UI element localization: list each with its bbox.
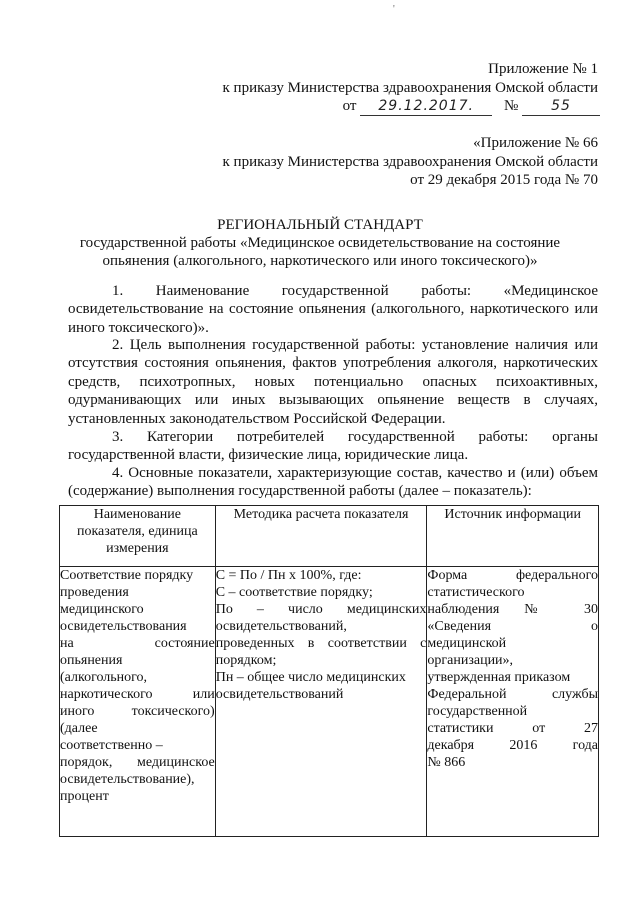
cell-line: статистики от 27 [427,721,598,736]
cell-line: По – число медицинских [215,602,427,617]
cell-line: утвержденная приказом [427,670,571,685]
appendix1-title: Приложение № 1 [488,61,598,77]
p2-line-1: 2. Цель выполнения государственной работы: установление наличия или [112,337,598,353]
handwritten-date: 29.12.2017. [360,97,492,116]
appendix1-date-line [343,97,600,116]
header-cell-line: показателя, единица [76,524,198,539]
cell-line: порядком; [215,653,277,668]
cell-line: на состояние [60,636,215,651]
header-cell-line: Наименование [93,507,181,522]
cell-line: статистического [427,585,525,600]
p3-line-2: государственной власти, физические лица, юридические лица. [68,447,469,464]
cell-line: освидетельствований [215,687,344,702]
cell-line: «Сведения о [427,619,598,634]
cell-calc-method [215,567,427,837]
p2-line-5: установленных законодательством Российской Федерации. [68,410,446,427]
standard-subtitle-2: опьянения (алкогольного, наркотического или иного токсического)» [102,253,538,269]
table-row [60,567,599,837]
p1-line-1: 1. Наименование государственной работы: «Медицинское [112,283,598,299]
p2-line-2: отсутствия состояния опьянения, фактов употребления алкоголя, наркотических [68,355,598,372]
cell-line: процент [60,789,109,804]
cell-line: Форма федерального [427,568,598,583]
header-calc-method [215,506,427,567]
cell-line: С – соответствие порядку; [215,585,373,600]
header-cell-line: Методика расчета показателя [233,507,409,522]
cell-line: наблюдения № 30 [427,602,598,617]
header-indicator-name [60,506,216,567]
cell-line: медицинской [427,636,507,651]
cell-line: освидетельствование), [60,772,195,787]
p2-line-4: одурманивающих или иных вызывающих опьянение веществ в случаях, [68,392,598,409]
appendix66-title: «Приложение № 66 [473,135,598,151]
indicators-table [59,505,599,837]
header-info-source [427,506,599,567]
appendix1-order-line: к приказу Министерства здравоохранения Омской области [222,80,598,96]
cell-line: проведенных в соответствии с [215,636,427,651]
cell-line: С = По / Пн х 100%, где: [215,568,362,583]
header-cell-line: измерения [106,541,169,556]
handwritten-number: 55 [522,97,600,116]
cell-line: Пн – общее число медицинских [215,670,406,685]
appendix66-order-line: к приказу Министерства здравоохранения Омской области [222,154,598,170]
paragraph-4 [68,464,598,501]
cell-line: Соответствие порядку [60,568,194,583]
cell-line: государственной [427,704,528,719]
p1-line-3: иного токсического)». [68,319,209,336]
cell-line: декабря 2016 года [427,738,598,753]
cell-line: проведения [60,585,129,600]
cell-line: медицинского [60,602,144,617]
table-header-row [60,506,599,567]
p2-line-3: средств, психотропных, новых потенциально опасных психоактивных, [68,373,598,390]
paragraph-1 [68,282,598,337]
cell-line: Федеральной службы [427,687,598,702]
cell-indicator-name [60,567,216,837]
paragraph-3 [68,428,598,465]
cell-line: (алкогольного, [60,670,148,685]
appendix66-date-line: от 29 декабря 2015 года № 70 [410,172,598,188]
cell-line: № 866 [427,755,466,770]
number-label: № [503,98,519,114]
ot-label: от [342,98,357,114]
p3-line-1: 3. Категории потребителей государственной работы: органы [112,429,598,445]
cell-line: порядок, медицинское [60,755,215,770]
cell-line: соответственно – [60,738,163,753]
cell-line: опьянения [60,653,123,668]
standard-title: РЕГИОНАЛЬНЫЙ СТАНДАРТ [217,217,423,233]
stray-mark: ' [393,4,395,15]
cell-line: (далее [60,721,98,736]
cell-line: освидетельствований, [215,619,347,634]
standard-subtitle-1: государственной работы «Медицинское освидетельствование на состояние [79,235,561,251]
p1-line-2: освидетельствование на состояние опьянения (алкогольного, наркотического или [68,301,598,318]
p4-line-2: (содержание) выполнения государственной работы (далее – показатель): [68,483,532,500]
cell-line: иного токсического) [60,704,215,719]
header-cell-line: Источник информации [444,507,581,522]
cell-line: наркотического или [60,687,215,702]
cell-line: освидетельствования [60,619,187,634]
paragraph-2 [68,336,598,428]
cell-line: организации», [427,653,514,668]
p4-line-1: 4. Основные показатели, характеризующие состав, качество и (или) объем [112,465,598,481]
cell-info-source [427,567,599,837]
